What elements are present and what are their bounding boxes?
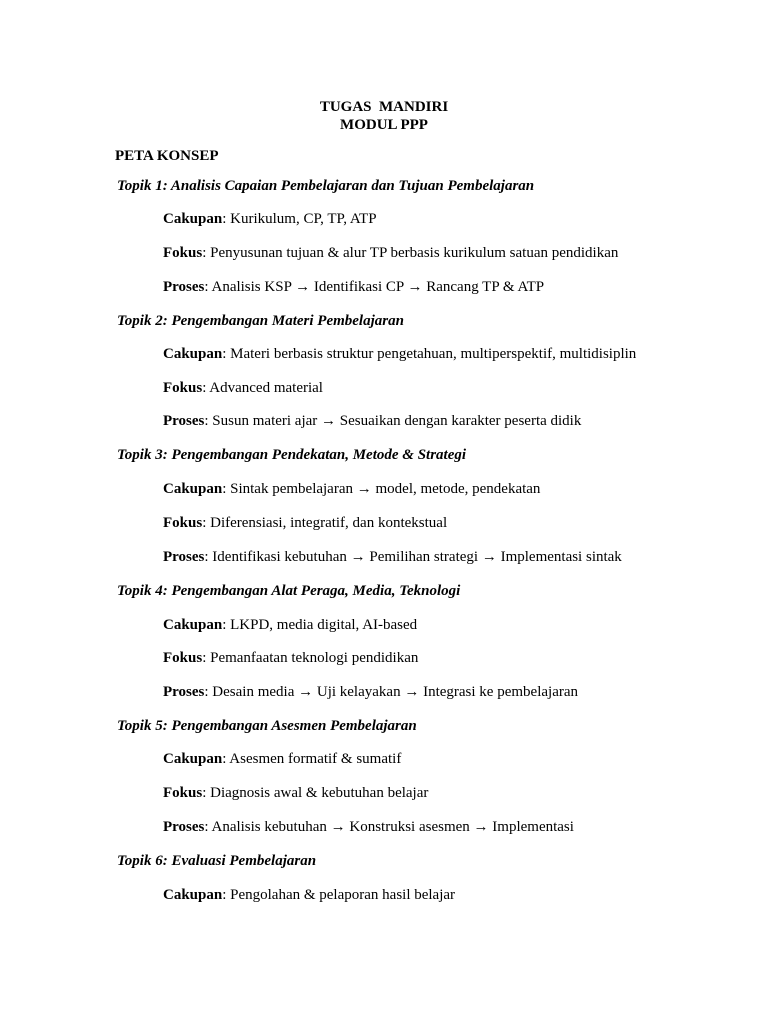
topic-3-proses [163,550,622,565]
topic-heading-2: Topik 2: Pengembangan Materi Pembelajaran [117,313,404,329]
topic-6-cakupan [163,888,455,903]
item-text: : LKPD, media digital, AI-based [222,617,418,633]
topic-heading-4: Topik 4: Pengembangan Alat Peraga, Media, Teknologi [117,583,461,599]
item-text: : Diagnosis awal & kebutuhan belajar [202,785,429,801]
item-label: Proses [163,549,205,565]
item-label: Cakupan [163,887,223,903]
document-title-line2: MODUL PPP [340,117,428,133]
item-label: Cakupan [163,751,223,767]
topic-5-proses [163,820,574,835]
item-text: : Pengolahan & pelaporan hasil belajar [222,887,456,903]
item-label: Fokus [163,785,203,801]
item-label: Proses [163,413,205,429]
item-label: Cakupan [163,481,223,497]
topic-heading-6: Topik 6: Evaluasi Pembelajaran [117,853,317,869]
topic-heading-3: Topik 3: Pengembangan Pendekatan, Metode & Strategi [117,447,467,463]
topic-2-proses [163,414,581,429]
item-label: Cakupan [163,617,223,633]
topic-5-fokus [163,786,428,801]
item-label: Fokus [163,515,203,531]
item-text: : Pemanfaatan teknologi pendidikan [202,650,419,666]
topic-2-cakupan [163,347,636,362]
item-label: Proses [163,819,205,835]
item-text: : Analisis kebutuhan → Konstruksi asesmen → Implementasi [204,819,574,835]
topic-1-fokus [163,246,618,261]
item-label: Fokus [163,650,203,666]
item-text: : Kurikulum, CP, TP, ATP [222,211,377,227]
topic-1-proses [163,280,544,295]
item-text: : Advanced material [202,380,323,396]
topic-4-fokus [163,651,418,666]
item-text: : Penyusunan tujuan & alur TP berbasis kurikulum satuan pendidikan [202,245,619,261]
item-text: : Materi berbasis struktur pengetahuan, multiperspektif, multidisiplin [222,346,637,362]
item-label: Proses [163,684,205,700]
topic-3-fokus [163,516,447,531]
item-text: : Susun materi ajar → Sesuaikan dengan karakter peserta didik [204,413,582,429]
topic-4-cakupan [163,618,417,633]
item-label: Fokus [163,380,203,396]
item-label: Proses [163,279,205,295]
topic-3-cakupan [163,482,540,497]
topic-1-cakupan [163,212,377,227]
item-text: : Desain media → Uji kelayakan → Integrasi ke pembelajaran [204,684,578,700]
topic-heading-1: Topik 1: Analisis Capaian Pembelajaran dan Tujuan Pembelajaran [117,178,535,194]
item-text: : Asesmen formatif & sumatif [222,751,402,767]
topic-2-fokus [163,381,323,396]
item-label: Fokus [163,245,203,261]
item-text: : Sintak pembelajaran → model, metode, pendekatan [222,481,541,497]
item-label: Cakupan [163,346,223,362]
topic-heading-5: Topik 5: Pengembangan Asesmen Pembelajaran [117,718,417,734]
topic-5-cakupan [163,752,401,767]
item-text: : Diferensiasi, integratif, dan kontekstual [202,515,448,531]
item-text: : Analisis KSP → Identifikasi CP → Rancang TP & ATP [204,279,545,295]
section-heading: PETA KONSEP [115,148,219,164]
item-text: : Identifikasi kebutuhan → Pemilihan strategi → Implementasi sintak [204,549,622,565]
document-title-line1: TUGAS MANDIRI [319,99,449,115]
topic-4-proses [163,685,578,700]
item-label: Cakupan [163,211,223,227]
